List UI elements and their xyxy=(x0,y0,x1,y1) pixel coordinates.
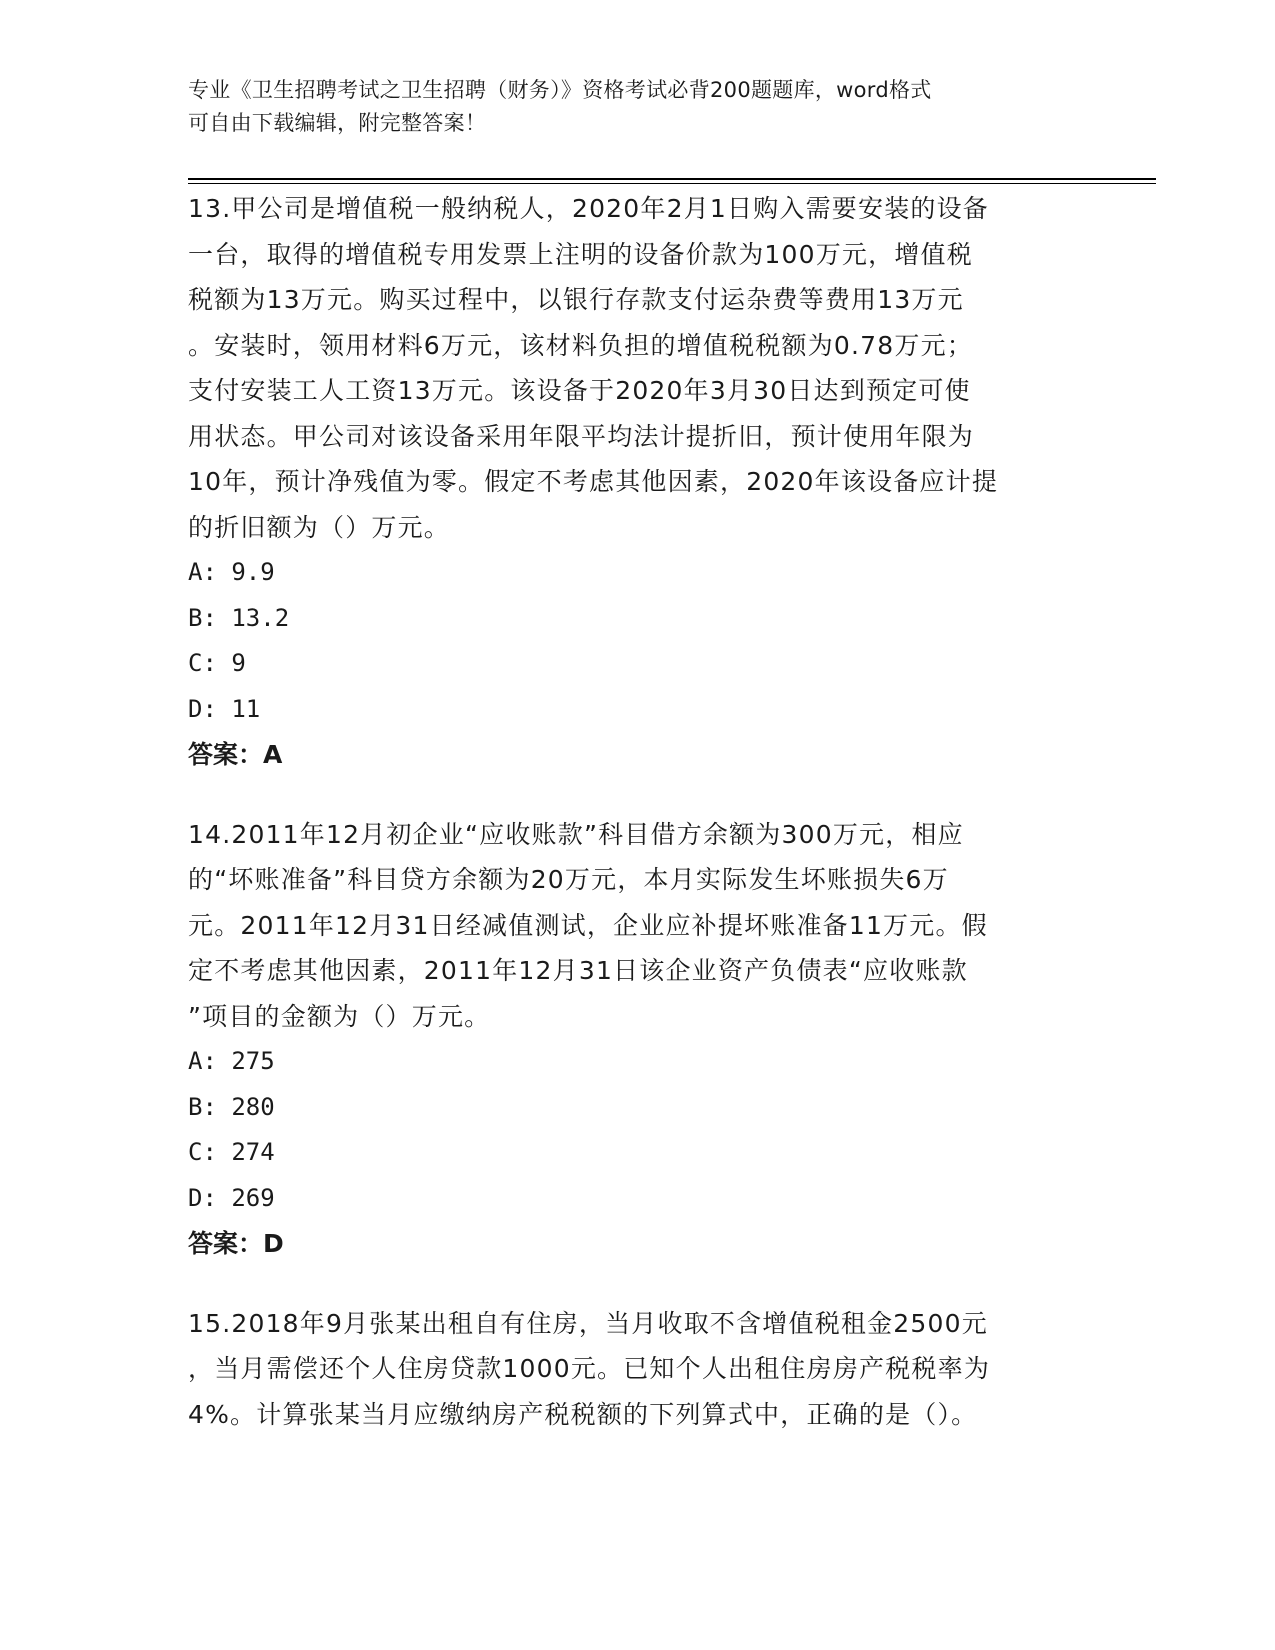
question-text-line: 14.2011年12月初企业“应收账款”科目借方余额为300万元，相应 xyxy=(188,819,964,849)
question-text-line: 支付安装工人工资13万元。该设备于2020年3月30日达到预定可使 xyxy=(188,376,971,405)
question-text-line: 元。2011年12月31日经减值测试，企业应补提坏账准备11万元。假 xyxy=(188,910,988,940)
header-line-1: 专业《卫生招聘考试之卫生招聘（财务）》资格考试必背200题题库，word格式 xyxy=(188,78,932,102)
option-d: D: 11 xyxy=(188,694,261,723)
option-a: A: 275 xyxy=(188,1047,275,1075)
document-header xyxy=(188,74,1088,140)
question-text-line: 15.2018年9月张某出租自有住房，当月收取不含增值税租金2500元 xyxy=(188,1308,988,1338)
answer-line: 答案：D xyxy=(188,1229,284,1258)
answer-line: 答案：A xyxy=(188,740,283,769)
question-text-line: 用状态。甲公司对该设备采用年限平均法计提折旧，预计使用年限为 xyxy=(188,421,975,451)
question-14 xyxy=(188,812,1088,1267)
question-text-line: 的折旧额为（）万元。 xyxy=(188,512,451,542)
option-c: C: 274 xyxy=(188,1138,275,1166)
question-15 xyxy=(188,1301,1088,1438)
question-text-line: ”项目的金额为（）万元。 xyxy=(188,1001,491,1031)
header-line-2: 可自由下载编辑，附完整答案！ xyxy=(188,111,487,135)
header-divider-thick xyxy=(188,178,1156,180)
question-text-line: 13.甲公司是增值税一般纳税人，2020年2月1日购入需要安装的设备 xyxy=(188,194,989,223)
question-list xyxy=(188,186,1088,1471)
option-a: A: 9.9 xyxy=(188,558,275,586)
question-text-line: ，当月需偿还个人住房贷款1000元。已知个人出租住房房产税税率为 xyxy=(188,1354,991,1383)
question-text-line: 定不考虑其他因素，2011年12月31日该企业资产负债表“应收账款 xyxy=(188,956,968,985)
question-text-line: 10年，预计净残值为零。假定不考虑其他因素，2020年该设备应计提 xyxy=(188,467,999,496)
question-text-line: 税额为13万元。购买过程中，以银行存款支付运杂费等费用13万元 xyxy=(188,285,964,314)
question-text-line: 一台，取得的增值税专用发票上注明的设备价款为100万元，增值税 xyxy=(188,239,973,269)
option-c: C: 9 xyxy=(188,649,246,677)
option-b: B: 13.2 xyxy=(188,603,290,632)
question-13 xyxy=(188,186,1088,778)
option-d: D: 269 xyxy=(188,1183,275,1212)
question-text-line: 4%。计算张某当月应缴纳房产税税额的下列算式中，正确的是（）。 xyxy=(188,1399,978,1429)
option-b: B: 280 xyxy=(188,1092,275,1121)
question-text-line: 的“坏账准备”科目贷方余额为20万元，本月实际发生坏账损失6万 xyxy=(188,865,949,894)
question-text-line: 。安装时，领用材料6万元，该材料负担的增值税税额为0.78万元； xyxy=(188,330,973,360)
header-divider-thin xyxy=(188,183,1156,184)
